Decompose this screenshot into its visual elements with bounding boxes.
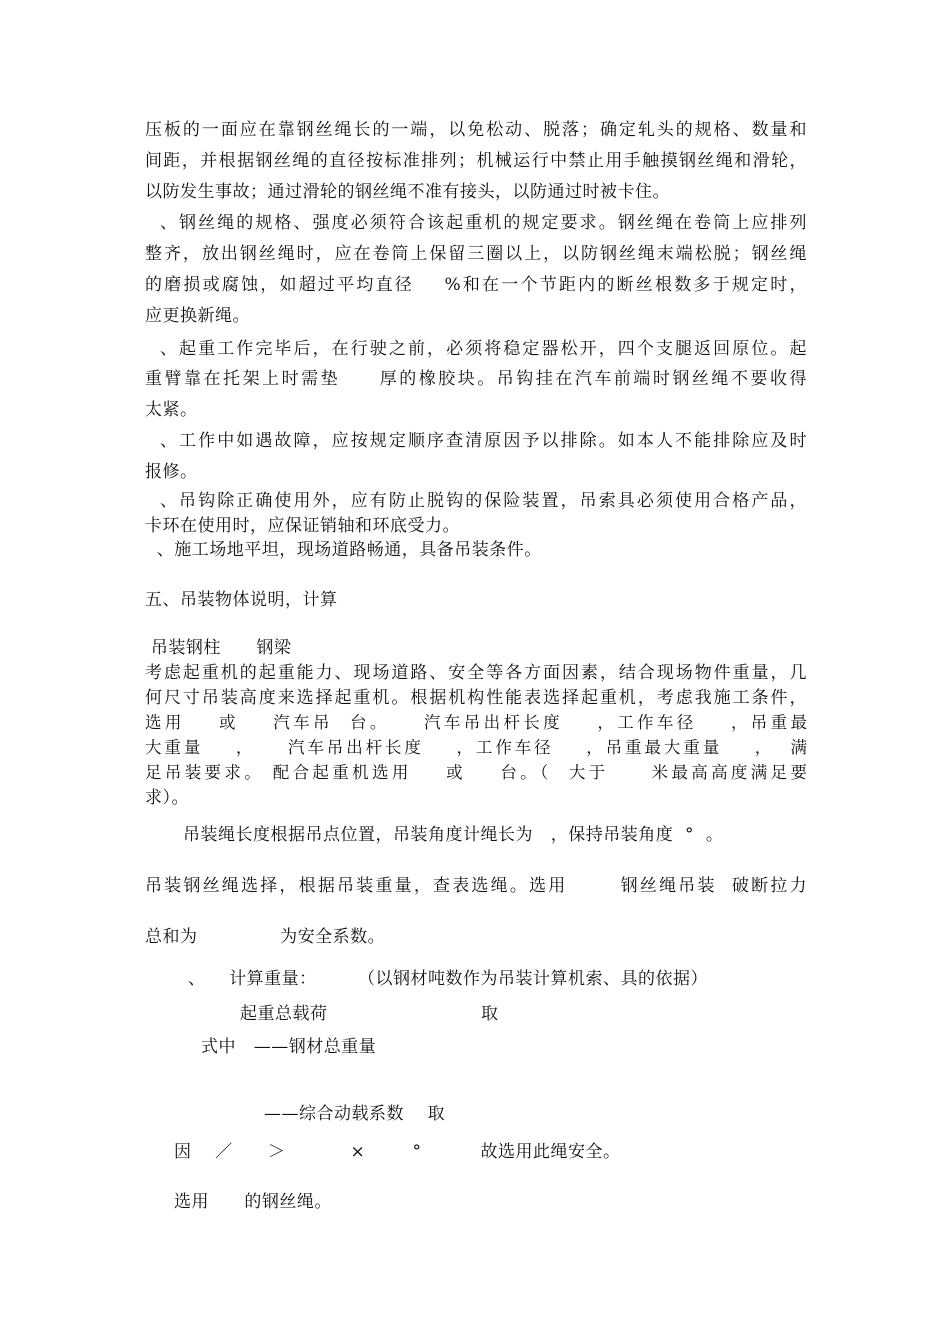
text-line: 因 ／ ＞ × ° 故选用此绳安全。: [174, 1142, 621, 1162]
text-line: 卡环在使用时，应保证销轴和环底受力。: [145, 516, 460, 536]
section-heading: 五、吊装物体说明，计算: [145, 590, 338, 610]
text-line: 起重总载荷 取: [240, 1004, 499, 1024]
text-line: ——综合动载系数 取: [264, 1104, 446, 1124]
text-line: 式中 ——钢材总重量: [201, 1037, 377, 1057]
text-line: 吊装绳长度根据吊点位置，吊装角度计绳长为 ，保持吊装角度 ° 。: [183, 825, 724, 845]
text-line: 、起重工作完毕后，在行驶之前，必须将稳定器松开，四个支腿返回原位。起: [145, 339, 807, 359]
text-line: 间距，并根据钢丝绳的直径按标准排列；机械运行中禁止用手触摸钢丝绳和滑轮，: [145, 151, 807, 171]
text-line: 重臂靠在托架上时需垫 厚的橡胶块。吊钩挂在汽车前端时钢丝绳不要收得: [145, 369, 807, 389]
text-line: 以防发生事故；通过滑轮的钢丝绳不准有接头，以防通过时被卡住。: [145, 182, 670, 202]
text-line: 何尺寸吊装高度来选择起重机。根据机构性能表选择起重机，考虑我施工条件，: [145, 688, 807, 708]
text-line: 吊装钢丝绳选择，根据吊装重量，查表选绳。选用 钢丝绳吊装 破断拉力: [145, 876, 807, 896]
text-line: 太紧。: [145, 400, 198, 420]
text-line: 报修。: [145, 462, 198, 482]
text-line: 吊装钢柱 钢梁: [145, 638, 292, 658]
text-line: 整齐，放出钢丝绳时，应在卷筒上保留三圈以上，以防钢丝绳末端松脱；钢丝绳: [145, 244, 807, 264]
text-line: 总和为 为安全系数。: [145, 927, 386, 947]
text-line: 、吊钩除正确使用外，应有防止脱钩的保险装置，吊索具必须使用合格产品，: [145, 491, 807, 511]
text-line: 、施工场地平坦，现场道路畅通，具备吊装条件。: [145, 540, 542, 560]
text-line: 求）。: [145, 788, 189, 808]
text-line: 、 计算重量： （以钢材吨数作为吊装计算机索、具的依据）: [188, 969, 708, 989]
text-line: 选用 的钢丝绳。: [174, 1192, 332, 1212]
text-line: 足吊装要求。 配合起重机选用 或 台。（ 大于 米最高高度满足要: [145, 763, 807, 782]
text-line: 选用 或 汽车吊 台。 汽车吊出杆长度 ，工作车径 ，吊重最: [145, 713, 807, 732]
text-line: 的磨损或腐蚀，如超过平均直径 %和在一个节距内的断丝根数多于规定时，: [145, 275, 807, 295]
text-line: 应更换新绳。: [145, 306, 250, 326]
text-line: 考虑起重机的起重能力、现场道路、安全等各方面因素，结合现场物件重量，几: [145, 663, 807, 683]
text-line: 、工作中如遇故障，应按规定顺序查清原因予以排除。如本人不能排除应及时: [145, 431, 807, 451]
text-line: 压板的一面应在靠钢丝绳长的一端，以免松动、脱落；确定轧头的规格、数量和: [145, 120, 807, 140]
text-line: 、钢丝绳的规格、强度必须符合该起重机的规定要求。钢丝绳在卷筒上应排列: [145, 213, 807, 233]
text-line: 大重量 ， 汽车吊出杆长度 ，工作车径 ，吊重最大重量 ， 满: [145, 738, 807, 757]
